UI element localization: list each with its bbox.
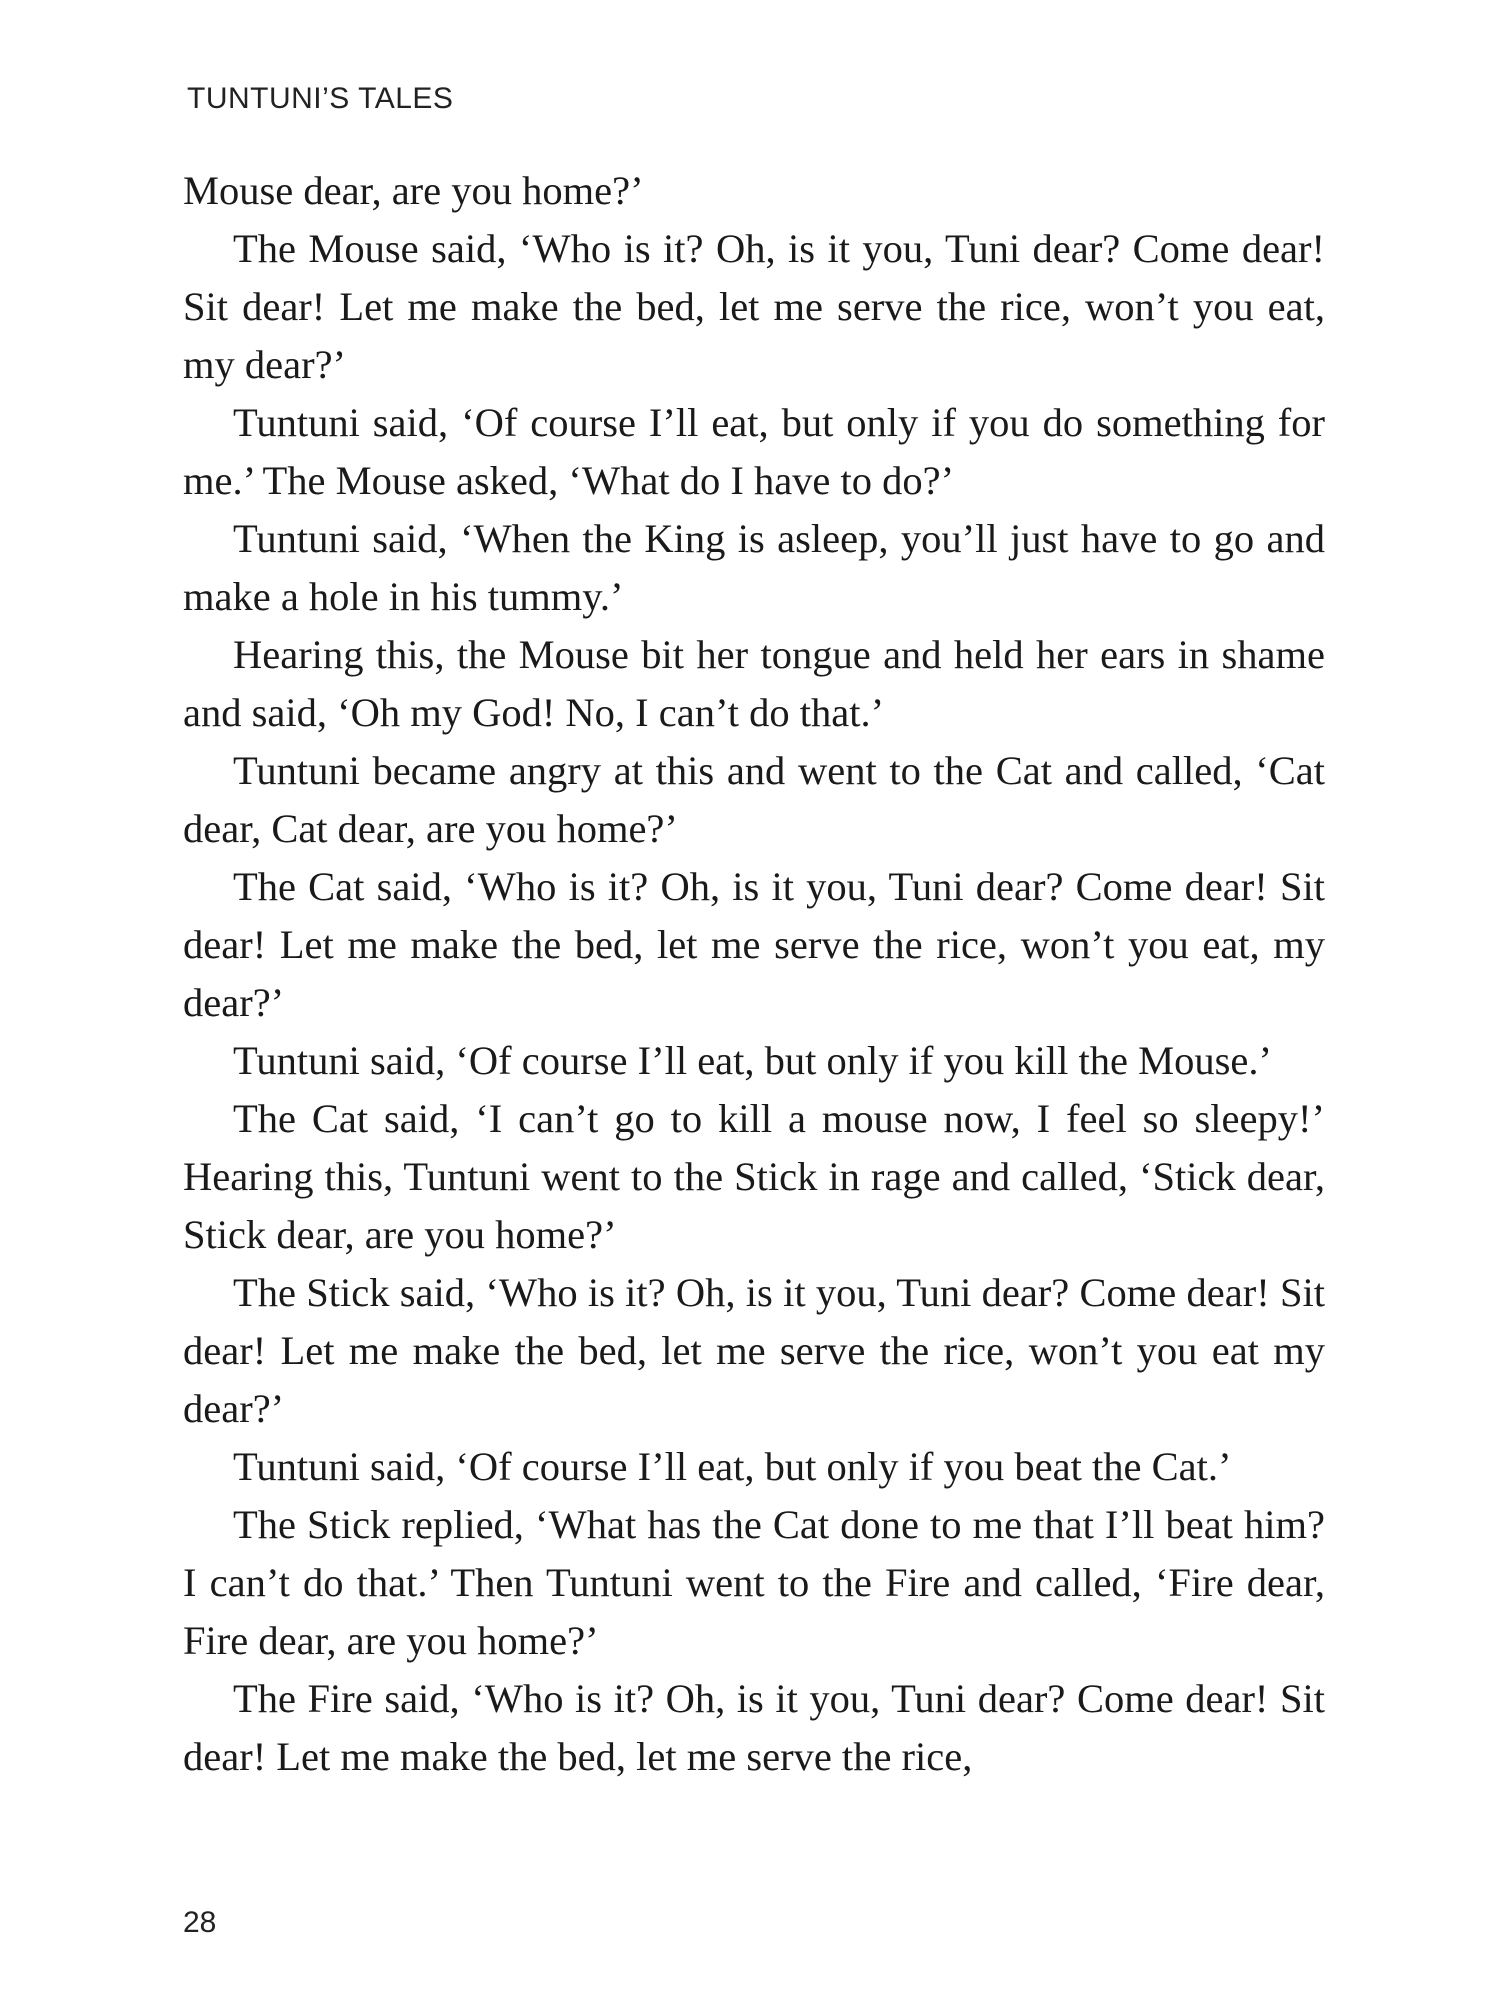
paragraph-3: Tuntuni said, ‘Of course I’ll eat, but only if you do something for me.’ The Mouse asked, ‘What do I have to do?’ <box>183 400 1325 503</box>
page-number: 28 <box>183 1906 217 1939</box>
paragraph-9: The Cat said, ‘I can’t go to kill a mouse now, I feel so sleepy!’ Hearing this, Tuntuni went to the Stick in rage and called, ‘Stick dear, Stick dear, are you home?’ <box>183 1096 1325 1257</box>
paragraph-7: The Cat said, ‘Who is it? Oh, is it you, Tuni dear? Come dear! Sit dear! Let me make the bed, let me serve the rice, won’t you eat, my dear?’ <box>183 864 1325 1025</box>
paragraph-2: The Mouse said, ‘Who is it? Oh, is it you, Tuni dear? Come dear! Sit dear! Let me make the bed, let me serve the rice, won’t you eat, my dear?’ <box>183 226 1325 387</box>
paragraph-12: The Stick replied, ‘What has the Cat done to me that I’ll beat him? I can’t do that.’ Then Tuntuni went to the Fire and called, ‘Fire dear, Fire dear, are you home?’ <box>183 1502 1325 1663</box>
paragraph-11: Tuntuni said, ‘Of course I’ll eat, but only if you beat the Cat.’ <box>233 1444 1232 1489</box>
paragraph-5: Hearing this, the Mouse bit her tongue and held her ears in shame and said, ‘Oh my God! No, I can’t do that.’ <box>183 632 1325 735</box>
paragraph-6: Tuntuni became angry at this and went to the Cat and called, ‘Cat dear, Cat dear, are you home?’ <box>183 748 1325 851</box>
paragraph-1: Mouse dear, are you home?’ <box>183 168 644 213</box>
paragraph-13: The Fire said, ‘Who is it? Oh, is it you, Tuni dear? Come dear! Sit dear! Let me make the bed, let me serve the rice, <box>183 1676 1325 1779</box>
body-text <box>183 162 1325 1786</box>
paragraph-4: Tuntuni said, ‘When the King is asleep, you’ll just have to go and make a hole in his tummy.’ <box>183 516 1325 619</box>
paragraph-8: Tuntuni said, ‘Of course I’ll eat, but only if you kill the Mouse.’ <box>233 1038 1272 1083</box>
running-head: TUNTUNI’S TALES <box>187 82 454 115</box>
paragraph-10: The Stick said, ‘Who is it? Oh, is it you, Tuni dear? Come dear! Sit dear! Let me make the bed, let me serve the rice, won’t you eat my dear?’ <box>183 1270 1325 1431</box>
